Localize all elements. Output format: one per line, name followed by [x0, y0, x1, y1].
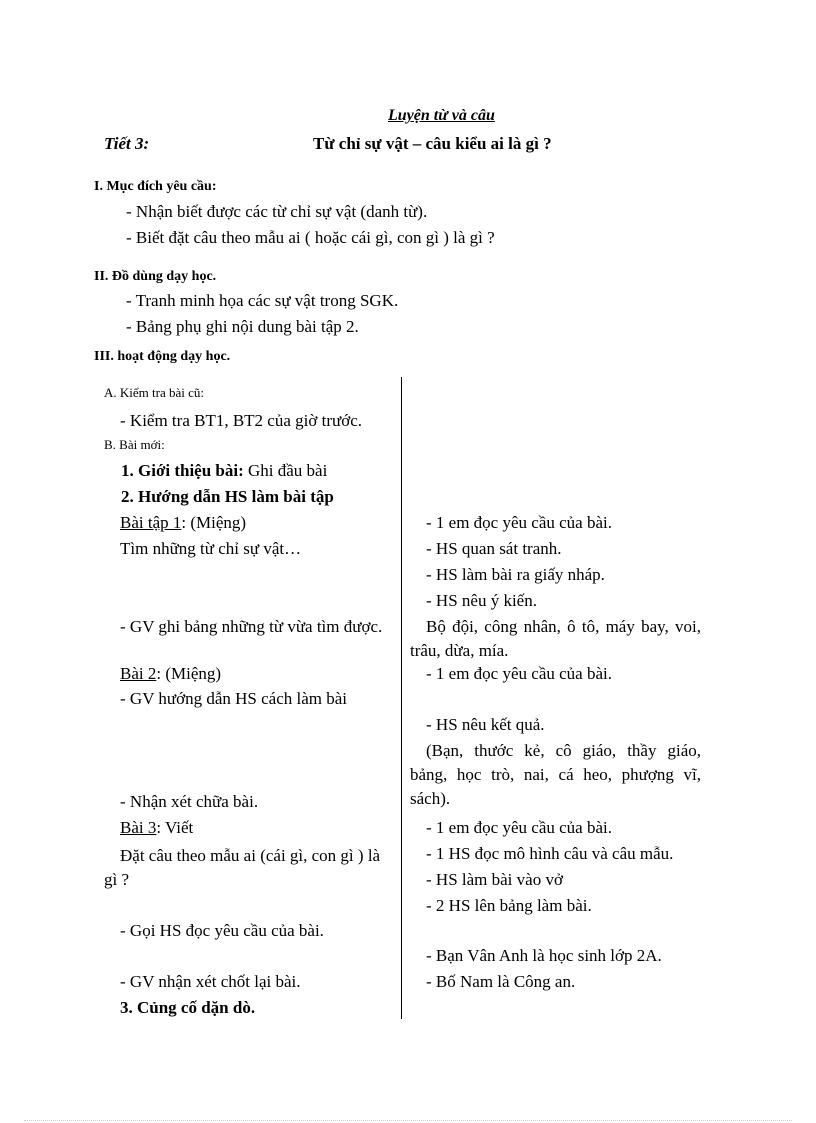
- exercise-3-teacher-note: - GV nhận xét chốt lại bài.: [120, 972, 301, 991]
- topic-title: Từ chỉ sự vật – câu kiểu ai là gì ?: [313, 134, 552, 153]
- student-activity: - 1 HS đọc mô hình câu và câu mẫu.: [426, 844, 674, 863]
- exercise-1-task: Tìm những từ chỉ sự vật…: [120, 539, 302, 558]
- student-activity: - HS quan sát tranh.: [426, 539, 562, 558]
- exercise-2-label: Bài 2: [120, 664, 157, 683]
- objective-item: - Biết đặt câu theo mẫu ai ( hoặc cái gì, con gì ) là gì ?: [126, 228, 495, 247]
- objective-item: - Nhận biết được các từ chỉ sự vật (danh từ).: [126, 202, 428, 221]
- section-objectives-heading: I. Mục đích yêu cầu:: [94, 179, 217, 194]
- exercise-2-mode: : (Miệng): [156, 664, 222, 683]
- student-activity: - HS làm bài ra giấy nháp.: [426, 565, 605, 584]
- student-activity: - HS nêu kết quả.: [426, 715, 545, 734]
- exercise-1-teacher-note: - GV ghi bảng những từ vừa tìm được.: [120, 617, 383, 636]
- exercise-1-label: Bài tập 1: [120, 513, 182, 532]
- column-divider: [401, 377, 402, 1019]
- intro-line: [121, 461, 327, 481]
- material-item: - Tranh minh họa các sự vật trong SGK.: [126, 291, 399, 310]
- exercise-1-line: [120, 513, 246, 533]
- intro-label: 1. Giới thiệu bài:: [121, 461, 244, 480]
- exercise-2-teacher-note: - GV hướng dẫn HS cách làm bài: [120, 689, 348, 708]
- material-item: - Bảng phụ ghi nội dung bài tập 2.: [126, 317, 359, 336]
- wrap-up-heading: 3. Củng cố dặn dò.: [120, 998, 256, 1017]
- old-lesson-check-item: - Kiểm tra BT1, BT2 của giờ trước.: [120, 411, 362, 430]
- student-activity: - HS làm bài vào vở: [426, 870, 563, 889]
- page-bottom-edge: [24, 1120, 792, 1121]
- exercise-2-line: [120, 664, 221, 684]
- exercise-3-label: Bài 3: [120, 818, 157, 837]
- exercise-1-mode: : (Miệng): [181, 513, 247, 532]
- exercise-guide-heading: 2. Hướng dẫn HS làm bài tập: [121, 487, 334, 506]
- student-answer-words: Bộ đội, công nhân, ô tô, máy bay, voi, trâu, dừa, mía.: [410, 617, 701, 660]
- intro-text: Ghi đầu bài: [243, 461, 328, 480]
- exercise-3-task: Đặt câu theo mẫu ai (cái gì, con gì ) là gì ?: [104, 846, 381, 889]
- section-materials-heading: II. Đồ dùng dạy học.: [94, 269, 217, 284]
- student-activity: - HS nêu ý kiến.: [426, 591, 537, 610]
- old-lesson-check-heading: A. Kiểm tra bài cũ:: [104, 385, 204, 400]
- student-sentence: - Bố Nam là Công an.: [426, 972, 576, 991]
- exercise-3-line: [120, 818, 193, 838]
- exercise-3-mode: : Viết: [156, 818, 194, 837]
- student-sentence: - Bạn Vân Anh là học sinh lớp 2A.: [426, 946, 662, 965]
- period-label: Tiết 3:: [104, 134, 150, 153]
- new-lesson-heading: B. Bài mới:: [104, 437, 165, 452]
- exercise-2-review: - Nhận xét chữa bài.: [120, 792, 259, 811]
- student-activity: - 1 em đọc yêu cầu của bài.: [426, 664, 612, 683]
- lesson-title: Luyện từ và câu: [388, 107, 495, 124]
- section-activities-heading: III. hoạt động dạy học.: [94, 349, 231, 364]
- exercise-3-call: - Gọi HS đọc yêu cầu của bài.: [120, 921, 324, 940]
- student-activity: - 1 em đọc yêu cầu của bài.: [426, 818, 612, 837]
- student-answer-list: (Bạn, thước kẻ, cô giáo, thầy giáo, bảng, học trò, nai, cá heo, phượng vĩ, sách).: [410, 741, 701, 808]
- student-activity: - 2 HS lên bảng làm bài.: [426, 896, 592, 915]
- student-activity: - 1 em đọc yêu cầu của bài.: [426, 513, 612, 532]
